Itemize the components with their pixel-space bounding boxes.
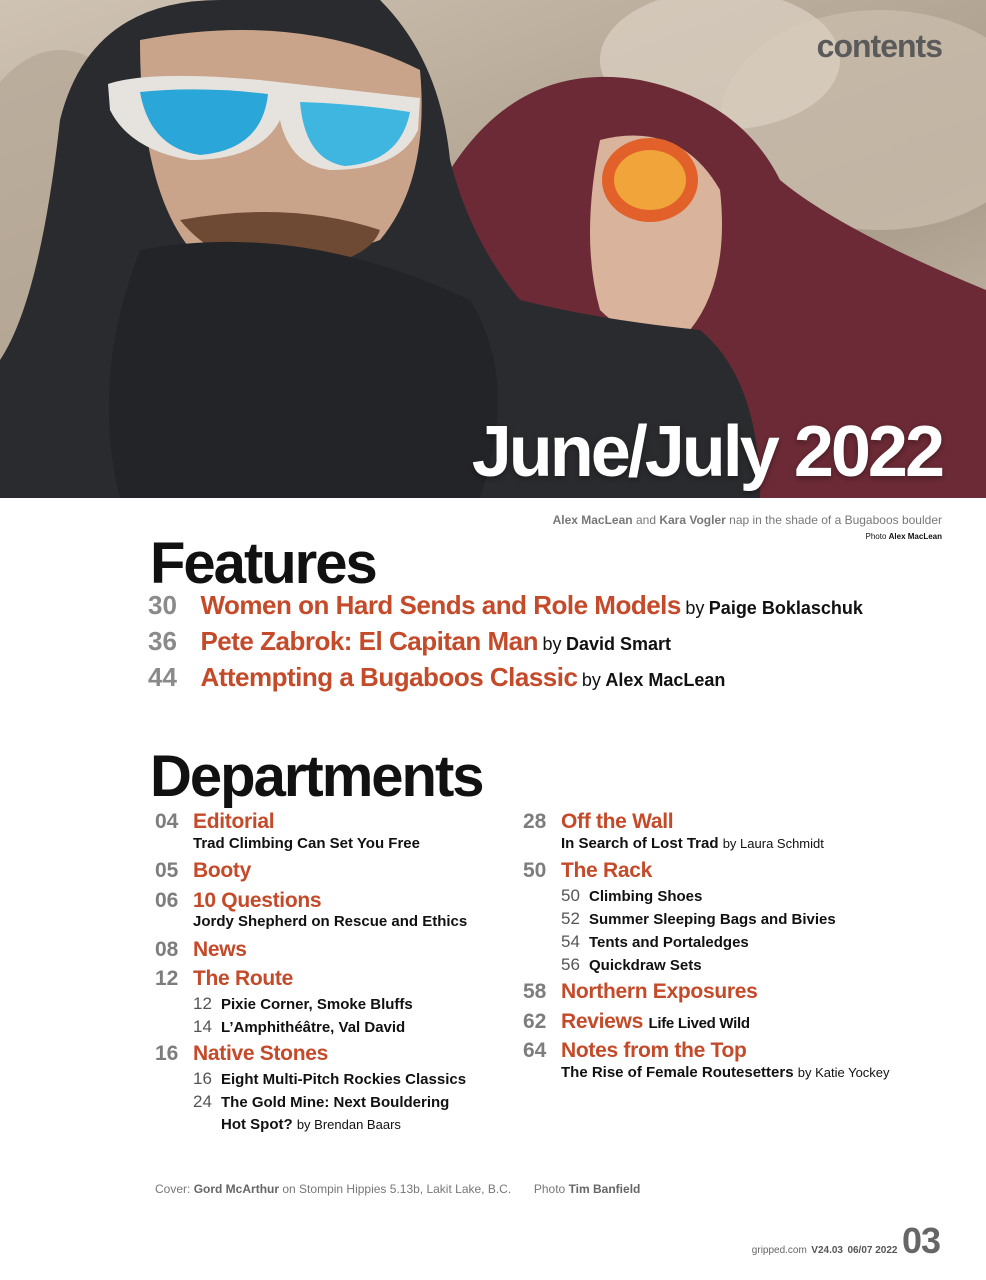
department-title: Northern Exposures <box>561 980 758 1003</box>
subitem-text: Quickdraw Sets <box>589 957 702 974</box>
cover-climber: Gord McArthur <box>193 1182 280 1196</box>
department-title-text: Reviews <box>561 1010 643 1033</box>
hero-photo-credit <box>866 532 943 541</box>
department-page: 58 <box>523 980 547 1003</box>
subitem-page: 50 <box>561 886 580 905</box>
caption-and: and <box>635 513 656 527</box>
cover-photographer: Tim Banfield <box>568 1182 641 1196</box>
feature-title: Pete Zabrok: El Capitan Man <box>200 626 539 656</box>
department-page: 06 <box>155 889 179 912</box>
feature-page: 44 <box>148 662 177 692</box>
feature-title: Attempting a Bugaboos Classic <box>200 662 578 692</box>
feature-item[interactable] <box>148 626 671 660</box>
department-title: Editorial <box>193 810 275 833</box>
department-subitem[interactable] <box>561 932 749 952</box>
feature-page: 36 <box>148 626 177 656</box>
department-page: 08 <box>155 938 179 961</box>
department-subitem[interactable] <box>193 1017 405 1037</box>
feature-item[interactable] <box>148 590 863 624</box>
cover-label: Cover: <box>155 1182 191 1196</box>
department-byline: by Laura Schmidt <box>722 836 824 851</box>
feature-item[interactable] <box>148 662 725 696</box>
department-subitem-continued <box>221 1116 401 1133</box>
hero-caption <box>553 513 942 527</box>
department-title: Booty <box>193 859 251 882</box>
department-subtitle: In Search of Lost Trad <box>561 835 719 852</box>
features-heading: Features <box>150 531 376 596</box>
feature-author: Paige Boklaschuk <box>708 598 863 618</box>
department-title: News <box>193 938 247 961</box>
department-title: Native Stones <box>193 1042 328 1065</box>
subitem-text-2: Hot Spot? <box>221 1116 293 1133</box>
subitem-page: 56 <box>561 955 580 974</box>
subitem-text: Climbing Shoes <box>589 888 703 905</box>
department-inline-subtitle: Life Lived Wild <box>648 1015 750 1032</box>
department-subtitle: Trad Climbing Can Set You Free <box>193 835 420 852</box>
department-page: 12 <box>155 967 179 990</box>
issue-title: June/July 2022 <box>471 412 942 492</box>
feature-author: Alex MacLean <box>605 670 726 690</box>
feature-author: David Smart <box>565 634 671 654</box>
departments-heading: Departments <box>150 744 483 809</box>
feature-by: by <box>685 598 705 618</box>
department-title: 10 Questions <box>193 889 322 912</box>
subitem-text: Tents and Portaledges <box>589 934 749 951</box>
feature-by: by <box>581 670 601 690</box>
department-page: 16 <box>155 1042 179 1065</box>
caption-person-1: Alex MacLean <box>552 513 633 527</box>
subitem-page: 16 <box>193 1069 212 1088</box>
department-title: The Rack <box>561 859 652 882</box>
cover-photo-label: Photo <box>533 1182 566 1196</box>
hero-photo <box>0 0 986 498</box>
department-subtitle: The Rise of Female Routesetters <box>561 1064 794 1081</box>
department-page: 50 <box>523 859 547 882</box>
department-page: 28 <box>523 810 547 833</box>
department-title <box>561 1010 750 1034</box>
subitem-text: Pixie Corner, Smoke Bluffs <box>221 996 413 1013</box>
department-subtitle: Jordy Shepherd on Rescue and Ethics <box>193 913 468 930</box>
photo-credit-label: Photo <box>865 532 887 541</box>
subitem-page: 52 <box>561 909 580 928</box>
department-page: 04 <box>155 810 179 833</box>
footer-date: 06/07 2022 <box>847 1245 898 1256</box>
page-number: 03 <box>901 1220 940 1261</box>
caption-text: nap in the shade of a Bugaboos boulder <box>729 513 942 527</box>
department-subitem[interactable] <box>561 909 836 929</box>
footer-site[interactable]: gripped.com <box>751 1245 807 1256</box>
department-subitem[interactable] <box>193 1069 466 1089</box>
department-title: Notes from the Top <box>561 1039 747 1062</box>
photo-credit-name: Alex MacLean <box>888 532 942 541</box>
subitem-byline: by Brendan Baars <box>296 1117 401 1132</box>
cover-route: on Stompin Hippies 5.13b, Lakit Lake, B.C. <box>282 1182 512 1196</box>
department-subtitle-row <box>561 1064 890 1081</box>
department-byline: by Katie Yockey <box>797 1065 890 1080</box>
department-title: Off the Wall <box>561 810 674 833</box>
feature-page: 30 <box>148 590 177 620</box>
subitem-page: 24 <box>193 1092 212 1111</box>
section-label: contents <box>816 28 942 64</box>
department-page: 62 <box>523 1010 547 1033</box>
department-page: 64 <box>523 1039 547 1062</box>
department-subtitle-row <box>561 835 824 852</box>
cover-credit <box>155 1182 640 1196</box>
subitem-page: 54 <box>561 932 580 951</box>
subitem-page: 14 <box>193 1017 212 1036</box>
subitem-text: L’Amphithéâtre, Val David <box>221 1019 406 1036</box>
caption-person-2: Kara Vogler <box>659 513 726 527</box>
department-title: The Route <box>193 967 293 990</box>
subitem-text: The Gold Mine: Next Bouldering <box>221 1094 450 1111</box>
department-page: 05 <box>155 859 179 882</box>
page-footer <box>752 1220 940 1262</box>
footer-volume: V24.03 <box>811 1245 843 1256</box>
subitem-text: Summer Sleeping Bags and Bivies <box>589 911 836 928</box>
subitem-page: 12 <box>193 994 212 1013</box>
feature-by: by <box>542 634 562 654</box>
department-subitem[interactable] <box>193 1092 449 1112</box>
subitem-text: Eight Multi-Pitch Rockies Classics <box>221 1071 467 1088</box>
department-subitem[interactable] <box>561 886 702 906</box>
department-subitem[interactable] <box>193 994 413 1014</box>
department-subitem[interactable] <box>561 955 702 975</box>
feature-title: Women on Hard Sends and Role Models <box>200 590 681 620</box>
